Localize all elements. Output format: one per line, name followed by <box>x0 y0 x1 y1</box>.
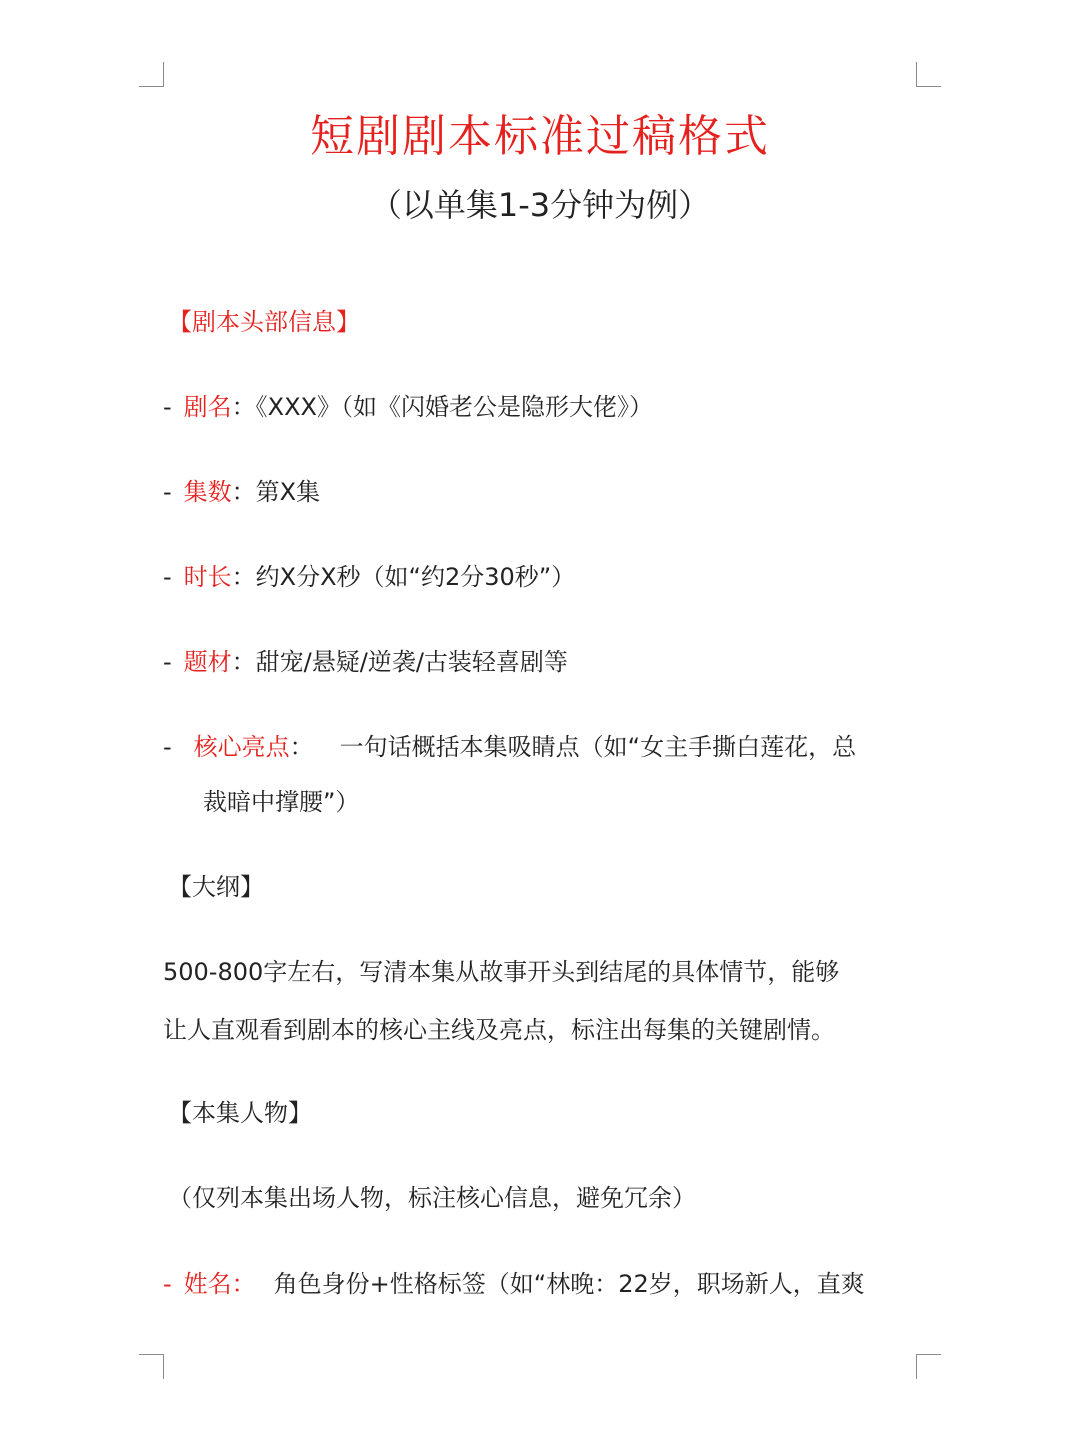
list-dash: - <box>163 563 172 591</box>
crop-mark-top-left <box>139 62 164 87</box>
characters-note: （仅列本集出场人物，标注核心信息，避免冗余） <box>168 1184 696 1212</box>
field-value: 约X分X秒（如“约2分30秒”） <box>255 563 576 591</box>
list-item-genre <box>163 646 568 678</box>
list-dash: - <box>163 393 172 421</box>
outline-text-line-2: 让人直观看到剧本的核心主线及亮点，标注出每集的关键剧情。 <box>163 1016 835 1044</box>
list-item-highlight-continued: 裁暗中撑腰”） <box>203 788 360 816</box>
field-separator: ： <box>231 1270 256 1298</box>
crop-mark-bottom-right <box>916 1354 941 1379</box>
list-item-episode <box>163 476 320 508</box>
crop-mark-bottom-left <box>139 1354 164 1379</box>
field-label: 核心亮点 <box>193 733 290 761</box>
page-title: 短剧剧本标准过稿格式 <box>310 111 770 162</box>
field-value: 甜宠/悬疑/逆袭/古装轻喜剧等 <box>255 648 568 676</box>
field-label: 时长 <box>183 563 232 591</box>
section-heading-outline: 【大纲】 <box>168 873 264 901</box>
crop-mark-top-right <box>916 62 941 87</box>
field-separator: ： <box>231 648 256 676</box>
list-item-duration <box>163 561 575 593</box>
list-item-highlight <box>163 731 856 763</box>
section-heading-header-info: 【剧本头部信息】 <box>168 308 360 336</box>
list-dash: - <box>163 648 172 676</box>
list-dash: - <box>163 733 172 761</box>
list-item-character-name <box>163 1268 865 1300</box>
page-subtitle: （以单集1-3分钟为例） <box>369 186 711 224</box>
field-separator: ： <box>231 393 256 421</box>
field-label: 题材 <box>183 648 232 676</box>
list-dash: - <box>163 478 172 506</box>
outline-text-line-1: 500-800字左右，写清本集从故事开头到结尾的具体情节，能够 <box>163 958 840 986</box>
section-heading-characters: 【本集人物】 <box>168 1099 312 1127</box>
field-value: 第X集 <box>255 478 321 506</box>
field-label: 姓名 <box>183 1270 232 1298</box>
list-item-title <box>163 391 653 423</box>
field-value: 角色身份+性格标签（如“林晚：22岁，职场新人，直爽 <box>273 1270 865 1298</box>
field-value: 一句话概括本集吸睛点（如“女主手撕白莲花，总 <box>339 733 857 761</box>
field-separator: ： <box>231 563 256 591</box>
field-label: 集数 <box>183 478 232 506</box>
field-separator: ： <box>289 733 314 761</box>
field-separator: ： <box>231 478 256 506</box>
field-value: 《XXX》（如《闪婚老公是隐形大佬》） <box>255 393 653 421</box>
field-label: 剧名 <box>183 393 232 421</box>
list-dash: - <box>163 1270 172 1298</box>
